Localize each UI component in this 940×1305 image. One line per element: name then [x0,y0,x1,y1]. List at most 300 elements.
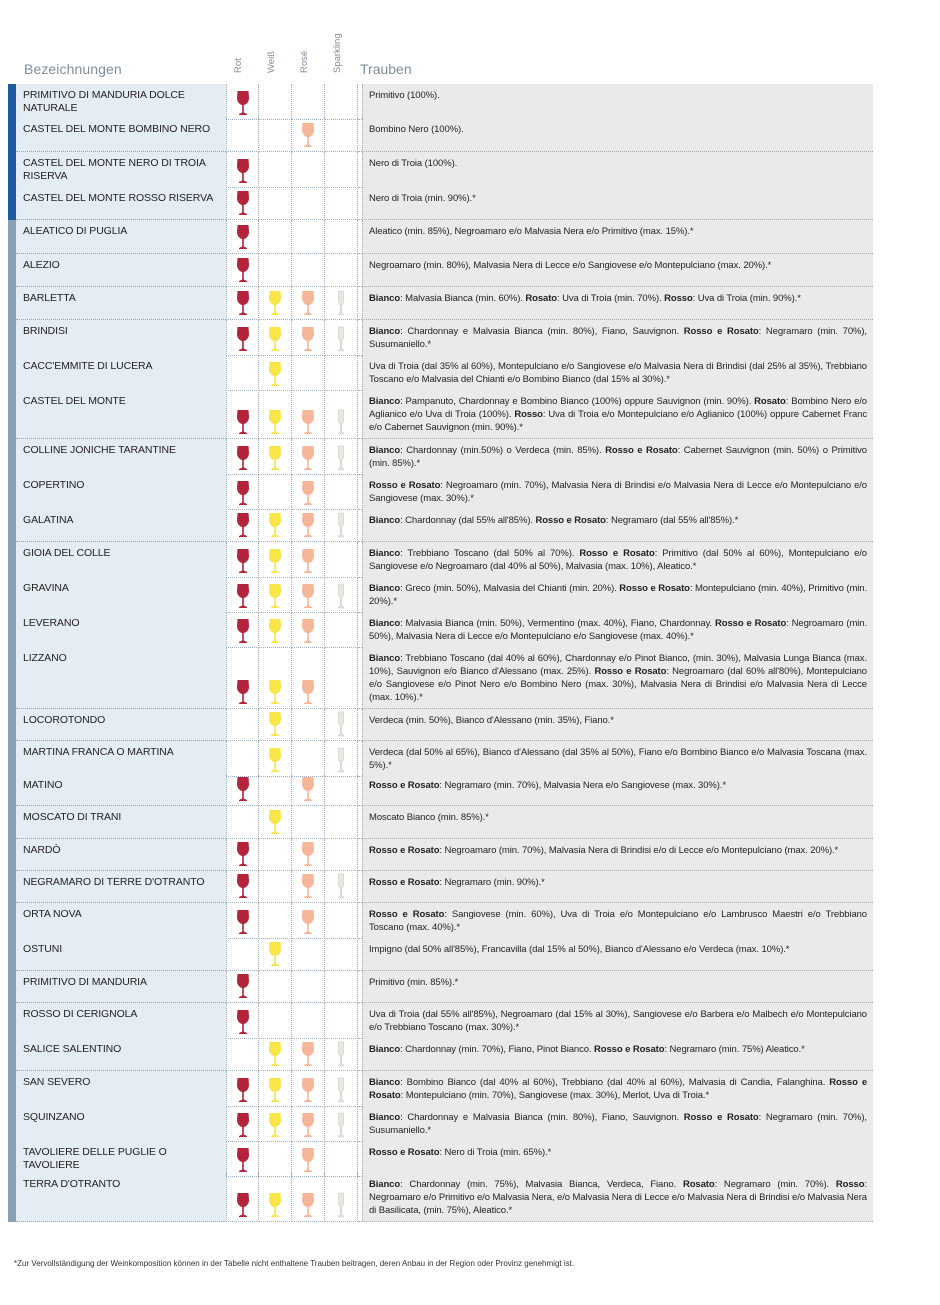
appellation-name: ORTA NOVA [16,903,226,939]
white-wine-glass-icon [268,1112,282,1138]
sparkling-flute-icon [337,290,345,316]
red-wine-glass-icon [236,257,250,283]
cell-rose [292,84,325,120]
grape-text: Verdeca (min. 50%), Bianco d'Alessano (min. 35%), Fiano.* [369,715,614,726]
cell-rot [226,903,259,939]
table-row [8,474,867,509]
cell-weiss [259,287,292,320]
grape-text: : Negroamaro (min. 70%), Malvasia Nera di Brindisi e/o Malvasia Nera di Lecce e/o Montepulciano e/o Sangiovese (max. 30%).* [369,480,867,504]
sparkling-flute-icon [337,326,345,352]
row-marker [8,577,16,613]
red-wine-glass-icon [236,909,250,935]
rose-wine-glass-icon [301,548,315,574]
rose-wine-glass-icon [301,1077,315,1103]
appellation-name: MATINO [16,774,226,806]
table-row [8,84,864,118]
table-row [8,187,864,220]
grape-text: : Chardonnay (min. 70%), Fiano, Pinot Bianco. [400,1044,595,1055]
cell-sp [325,774,358,806]
grape-composition [362,509,873,542]
row-marker [8,1106,16,1142]
column-header-sparkling: Sparkling [332,33,343,73]
cell-sp [325,254,358,287]
grape-composition [362,1038,873,1071]
cell-rose [292,971,325,1003]
cell-rose [292,938,325,971]
grape-composition [362,320,873,356]
wine-type-label: Rosso e Rosato [535,515,606,526]
white-wine-glass-icon [268,711,282,737]
rose-wine-glass-icon [301,1192,315,1218]
grape-text: : Trebbiano Toscano (dal 50% al 70%). [400,548,580,559]
rose-wine-glass-icon [301,445,315,471]
grape-text: : Negramaro (min. 70%), Susumaniello.* [369,1112,867,1136]
appellation-name: SAN SEVERO [16,1071,226,1107]
row-marker [8,938,16,971]
grape-composition [362,187,873,220]
grape-text: Nero di Troia (100%). [369,158,458,169]
grape-composition [362,741,873,777]
red-wine-glass-icon [236,158,250,184]
grape-text: : Malvasia Bianca (min. 50%), Vermentino (max. 40%), Fiano, Chardonnay. [400,618,715,629]
wine-type-label: Rosato [682,1179,715,1190]
cell-rot [226,774,259,806]
cell-rose [292,1071,325,1107]
appellation-name: CASTEL DEL MONTE BOMBINO NERO [16,118,226,152]
cell-sp [325,439,358,475]
grape-text: : Negramaro (dal 55% all'85%).* [605,515,739,526]
white-wine-glass-icon [268,361,282,387]
cell-sp [325,938,358,971]
cell-rot [226,1038,259,1071]
grape-text: : Negroamaro e/o Primitivo e/o Malvasia Nera, e/o Malvasia Nera di Lecce e/o Malvasia Nera di Brindisi e/o Malvasia Nera di Basilicata, (min. 75%), Aleatico.* [369,1179,867,1216]
cell-sp [325,871,358,903]
cell-rose [292,152,325,188]
cell-weiss [259,509,292,542]
table-row [8,577,867,612]
grape-text: Primitivo (100%). [369,90,440,101]
cell-rose [292,118,325,152]
row-marker [8,542,16,578]
grape-text: : Bombino Nero e/o Aglianico e/o Uva di Troia (100%). [369,396,867,420]
cell-sp [325,355,358,391]
row-marker [8,390,16,439]
cell-sp [325,474,358,510]
wine-type-label: Rosso [835,1179,865,1190]
grape-text: : Uva di Troia (min. 90%).* [692,293,801,304]
white-wine-glass-icon [268,809,282,835]
red-wine-glass-icon [236,583,250,609]
table-row [8,1106,867,1141]
white-wine-glass-icon [268,1192,282,1218]
appellation-name: COPERTINO [16,474,226,510]
grape-text: : Negramaro (min. 75%) Aleatico.* [664,1044,805,1055]
cell-rot [226,1141,259,1177]
grape-text: : Negramaro (min. 70%). [714,1179,836,1190]
table-row [8,1003,867,1038]
wine-type-label: Rosso e Rosato [369,1077,867,1101]
grape-composition [362,839,873,871]
grape-text: : Negramaro (min. 70%), Malvasia Nera e/o Sangiovese (max. 30%).* [439,780,726,791]
cell-rot [226,474,259,510]
cell-rose [292,254,325,287]
cell-rot [226,709,259,741]
wine-type-label: Bianco [369,1112,401,1123]
cell-sp [325,187,358,220]
cell-rose [292,647,325,709]
grape-composition [362,1003,873,1039]
sparkling-flute-icon [337,873,345,899]
table-row [8,839,864,871]
cell-weiss [259,220,292,254]
row-marker [8,1173,16,1222]
table-row [8,320,867,355]
cell-rose [292,474,325,510]
cell-weiss [259,1038,292,1071]
appellation-name: COLLINE JONICHE TARANTINE [16,439,226,475]
grape-text: Negroamaro (min. 80%), Malvasia Nera di Lecce e/o Sangiovese e/o Montepulciano (max. 20%).* [369,260,772,271]
grape-text: : Uva di Troia (min. 70%). [556,293,665,304]
white-wine-glass-icon [268,941,282,967]
sparkling-flute-icon [337,445,345,471]
cell-weiss [259,390,292,439]
grape-composition [362,439,873,475]
appellation-name: TERRA D'OTRANTO [16,1173,226,1222]
rose-wine-glass-icon [301,512,315,538]
cell-rose [292,1141,325,1177]
row-marker [8,741,16,777]
grape-text: : Sangiovese (min. 60%), Uva di Troia e/o Montepulciano e/o Lambrusco Maestri e/o Trebbiano Toscano (max. 40%).* [369,909,867,933]
rose-wine-glass-icon [301,480,315,506]
cell-rose [292,709,325,741]
row-marker [8,439,16,475]
cell-sp [325,390,358,439]
white-wine-glass-icon [268,1077,282,1103]
table-row [8,254,864,287]
cell-rot [226,220,259,254]
table-row [8,647,867,709]
table-row [8,971,864,1003]
cell-rot [226,439,259,475]
row-marker [8,971,16,1003]
table-row [8,439,867,474]
sparkling-flute-icon [337,747,345,773]
appellation-name: GRAVINA [16,577,226,613]
cell-weiss [259,474,292,510]
white-wine-glass-icon [268,326,282,352]
column-header-bezeichnungen: Bezeichnungen [24,61,122,77]
grape-text: : Pampanuto, Chardonnay e Bombino Bianco (100%) oppure Sauvignon (min. 90%). [400,396,755,407]
grape-text: : Bombino Bianco (dal 40% al 60%), Trebbiano (dal 40% al 60%), Malvasia di Candia, Falanghina. [400,1077,830,1088]
white-wine-glass-icon [268,1041,282,1067]
grape-text: Aleatico (min. 85%), Negroamaro e/o Malvasia Nera e/o Primitivo (max. 15%).* [369,226,694,237]
grape-text: : Uva di Troia e/o Montepulciano e/o Aglianico (100%) oppure Cabernet Franc e/o Cabernet Sauvignon (min. 90%).* [369,409,867,433]
wine-type-label: Rosso e Rosato [369,480,441,491]
cell-sp [325,1173,358,1222]
grape-composition [362,152,873,188]
appellation-name: BRINDISI [16,320,226,356]
cell-rose [292,287,325,320]
row-marker-dark [8,187,16,220]
table-row [8,1038,864,1071]
cell-rot [226,118,259,152]
sparkling-flute-icon [337,711,345,737]
table-row [8,542,867,577]
grape-text: : Negroamaro (min. 70%), Malvasia Nera di Brindisi e/o di Lecce e/o Montepulciano (max. 20%).* [439,845,839,856]
cell-weiss [259,871,292,903]
cell-sp [325,118,358,152]
column-header-trauben: Trauben [360,61,412,77]
cell-rot [226,542,259,578]
rose-wine-glass-icon [301,583,315,609]
cell-rose [292,220,325,254]
row-marker-dark [8,118,16,152]
rose-wine-glass-icon [301,1112,315,1138]
red-wine-glass-icon [236,679,250,705]
grape-composition [362,612,873,648]
grape-composition [362,1141,873,1177]
grape-composition [362,542,873,578]
cell-weiss [259,542,292,578]
cell-rose [292,806,325,839]
grape-composition [362,220,873,254]
cell-sp [325,806,358,839]
red-wine-glass-icon [236,190,250,216]
white-wine-glass-icon [268,548,282,574]
grape-text: : Montepulciano (min. 40%), Primitivo (min. 20%).* [369,583,867,607]
appellation-name: GALATINA [16,509,226,542]
rose-wine-glass-icon [301,618,315,644]
cell-rot [226,612,259,648]
wine-type-label: Bianco [369,293,401,304]
red-wine-glass-icon [236,1112,250,1138]
grape-text: Verdeca (dal 50% al 65%), Bianco d'Alessano (dal 35% al 50%), Fiano e/o Bombino Bianco e/o Malvasia Toscana (max. 5%).* [369,747,867,771]
wine-type-label: Bianco [369,548,401,559]
wine-type-label: Rosso e Rosato [594,1044,665,1055]
appellation-name: LOCOROTONDO [16,709,226,741]
cell-rose [292,1106,325,1142]
white-wine-glass-icon [268,512,282,538]
grape-text: : Negramaro (min. 90%).* [439,877,545,888]
cell-sp [325,709,358,741]
grape-text: Bombino Nero (100%). [369,124,464,135]
table-row [8,1141,864,1173]
table-row [8,938,864,971]
cell-rose [292,871,325,903]
wine-type-label: Rosso e Rosato [579,548,655,559]
appellation-name: CASTEL DEL MONTE NERO DI TROIA RISERVA [16,152,226,188]
cell-weiss [259,254,292,287]
appellation-name: ALEATICO DI PUGLIA [16,220,226,254]
row-marker [8,1003,16,1039]
grape-text: Uva di Troia (dal 35% al 60%), Montepulciano e/o Sangiovese e/o Malvasia Nera di Brindisi (dal 25% al 35%), Trebbiano Toscano e/o Malvasia del Chianti e/o Bombino Bianco (dal 15% al 30%).* [369,361,867,385]
cell-weiss [259,1106,292,1142]
cell-weiss [259,187,292,220]
row-marker [8,1141,16,1177]
appellation-name: SALICE SALENTINO [16,1038,226,1071]
wine-type-label: Rosato [525,293,557,304]
cell-sp [325,612,358,648]
cell-weiss [259,709,292,741]
appellation-name: ROSSO DI CERIGNOLA [16,1003,226,1039]
grape-text: : Primitivo (dal 50% al 60%), Montepulciano e/o Sangiovese e/o Negroamaro (dal 40% al 50%), Malvasia (max. 10%), Aleatico.* [369,548,867,572]
table-row [8,1173,867,1222]
appellation-name: NEGRAMARO DI TERRE D'OTRANTO [16,871,226,903]
cell-weiss [259,647,292,709]
cell-weiss [259,320,292,356]
grape-composition [362,806,873,839]
cell-rose [292,390,325,439]
table-row [8,871,864,903]
cell-weiss [259,971,292,1003]
table-row [8,806,864,839]
appellation-name: MARTINA FRANCA O MARTINA [16,741,226,777]
cell-weiss [259,355,292,391]
cell-weiss [259,118,292,152]
rose-wine-glass-icon [301,409,315,435]
grape-composition [362,871,873,903]
cell-weiss [259,1071,292,1107]
row-marker-dark [8,84,16,120]
wine-type-label: Rosso e Rosato [715,618,787,629]
grape-text: : Trebbiano Toscano (dal 40% al 60%), Chardonnay e/o Pinot Bianco, (min. 30%), Malvasia Lunga Bianca (max. 10%), Sauvignon e/o Bianco d'Alessano (max. 25%). [369,653,867,677]
grape-composition [362,287,873,320]
cell-rot [226,320,259,356]
wine-type-label: Rosso e Rosato [369,909,445,920]
appellation-name: CACC'EMMITE DI LUCERA [16,355,226,391]
cell-sp [325,839,358,871]
row-marker [8,709,16,741]
table-row [8,509,864,542]
cell-rot [226,971,259,1003]
grape-text: : Negroamaro (min. 50%), Malvasia Nera di Lecce e/o Montepulciano e/o Sangiovese (max. 40%).* [369,618,867,642]
rose-wine-glass-icon [301,290,315,316]
grape-composition [362,938,873,971]
cell-rot [226,152,259,188]
wine-type-label: Rosso e Rosato [683,1112,759,1123]
grape-text: : Chardonnay (min. 75%), Malvasia Bianca, Verdeca, Fiano. [400,1179,683,1190]
cell-sp [325,577,358,613]
white-wine-glass-icon [268,409,282,435]
white-wine-glass-icon [268,445,282,471]
cell-sp [325,220,358,254]
row-marker [8,287,16,320]
table-row [8,774,864,806]
cell-rot [226,187,259,220]
rose-wine-glass-icon [301,776,315,802]
row-marker [8,871,16,903]
red-wine-glass-icon [236,1192,250,1218]
cell-rot [226,1106,259,1142]
red-wine-glass-icon [236,480,250,506]
cell-rot [226,390,259,439]
sparkling-flute-icon [337,409,345,435]
grape-text: : Nero di Troia (min. 65%).* [439,1147,552,1158]
grape-text: : Montepulciano (min. 70%), Sangiovese (max. 30%), Merlot, Uva di Troia.* [400,1090,710,1101]
grape-text: Nero di Troia (min. 90%).* [369,193,476,204]
cell-sp [325,1106,358,1142]
cell-sp [325,903,358,939]
cell-rose [292,1173,325,1222]
appellation-name: CASTEL DEL MONTE [16,390,226,439]
row-marker [8,647,16,709]
rose-wine-glass-icon [301,909,315,935]
grape-composition [362,903,873,939]
wine-type-label: Rosso e Rosato [594,666,667,677]
row-marker [8,806,16,839]
footnote: *Zur Vervollständigung der Weinkomposition können in der Tabelle nicht enthaltene Trauben beitragen, deren Anbau in der Region oder Provinz genehmigt ist. [14,1259,575,1268]
cell-rot [226,84,259,120]
wine-type-label: Rosato [754,396,786,407]
wine-table [8,84,867,1222]
grape-composition [362,390,873,439]
wine-type-label: Rosso e Rosato [605,445,678,456]
cell-sp [325,1071,358,1107]
appellation-name: ALEZIO [16,254,226,287]
wine-type-label: Rosso [664,293,693,304]
wine-type-label: Bianco [369,653,401,664]
cell-sp [325,1038,358,1071]
cell-rose [292,439,325,475]
wine-type-label: Rosso e Rosato [369,780,440,791]
cell-rot [226,839,259,871]
grape-composition [362,254,873,287]
red-wine-glass-icon [236,1009,250,1035]
cell-sp [325,971,358,1003]
red-wine-glass-icon [236,90,250,116]
cell-sp [325,84,358,120]
grape-text: Uva di Troia (dal 55% all'85%), Negroamaro (dal 15% al 30%), Sangiovese e/o Barbera e/o Malbech e/o Montepulciano e/o Trebbiano Toscano (max. 30%).* [369,1009,867,1033]
sparkling-flute-icon [337,1077,345,1103]
cell-rot [226,647,259,709]
white-wine-glass-icon [268,618,282,644]
cell-rose [292,1003,325,1039]
row-marker [8,509,16,542]
wine-type-label: Rosso e Rosato [369,877,440,888]
cell-rose [292,774,325,806]
cell-weiss [259,152,292,188]
rose-wine-glass-icon [301,1147,315,1173]
red-wine-glass-icon [236,409,250,435]
appellation-name: TAVOLIERE DELLE PUGLIE O TAVOLIERE [16,1141,226,1177]
grape-composition [362,118,873,152]
grape-text: : Malvasia Bianca (min. 60%). [400,293,526,304]
sparkling-flute-icon [337,1041,345,1067]
row-marker-dark [8,152,16,188]
table-row [8,1071,867,1106]
table-row [8,741,867,774]
cell-rose [292,577,325,613]
row-marker [8,903,16,939]
rose-wine-glass-icon [301,1041,315,1067]
white-wine-glass-icon [268,583,282,609]
wine-type-label: Bianco [369,618,401,629]
cell-rose [292,187,325,220]
cell-weiss [259,1141,292,1177]
cell-weiss [259,938,292,971]
cell-weiss [259,774,292,806]
cell-rose [292,542,325,578]
grape-composition [362,84,873,120]
red-wine-glass-icon [236,548,250,574]
grape-text: Moscato Bianco (min. 85%).* [369,812,489,823]
cell-weiss [259,903,292,939]
red-wine-glass-icon [236,618,250,644]
row-marker [8,355,16,391]
grape-text: : Chardonnay (min.50%) o Verdeca (min. 85%). [400,445,606,456]
cell-sp [325,287,358,320]
appellation-name: NARDÒ [16,839,226,871]
